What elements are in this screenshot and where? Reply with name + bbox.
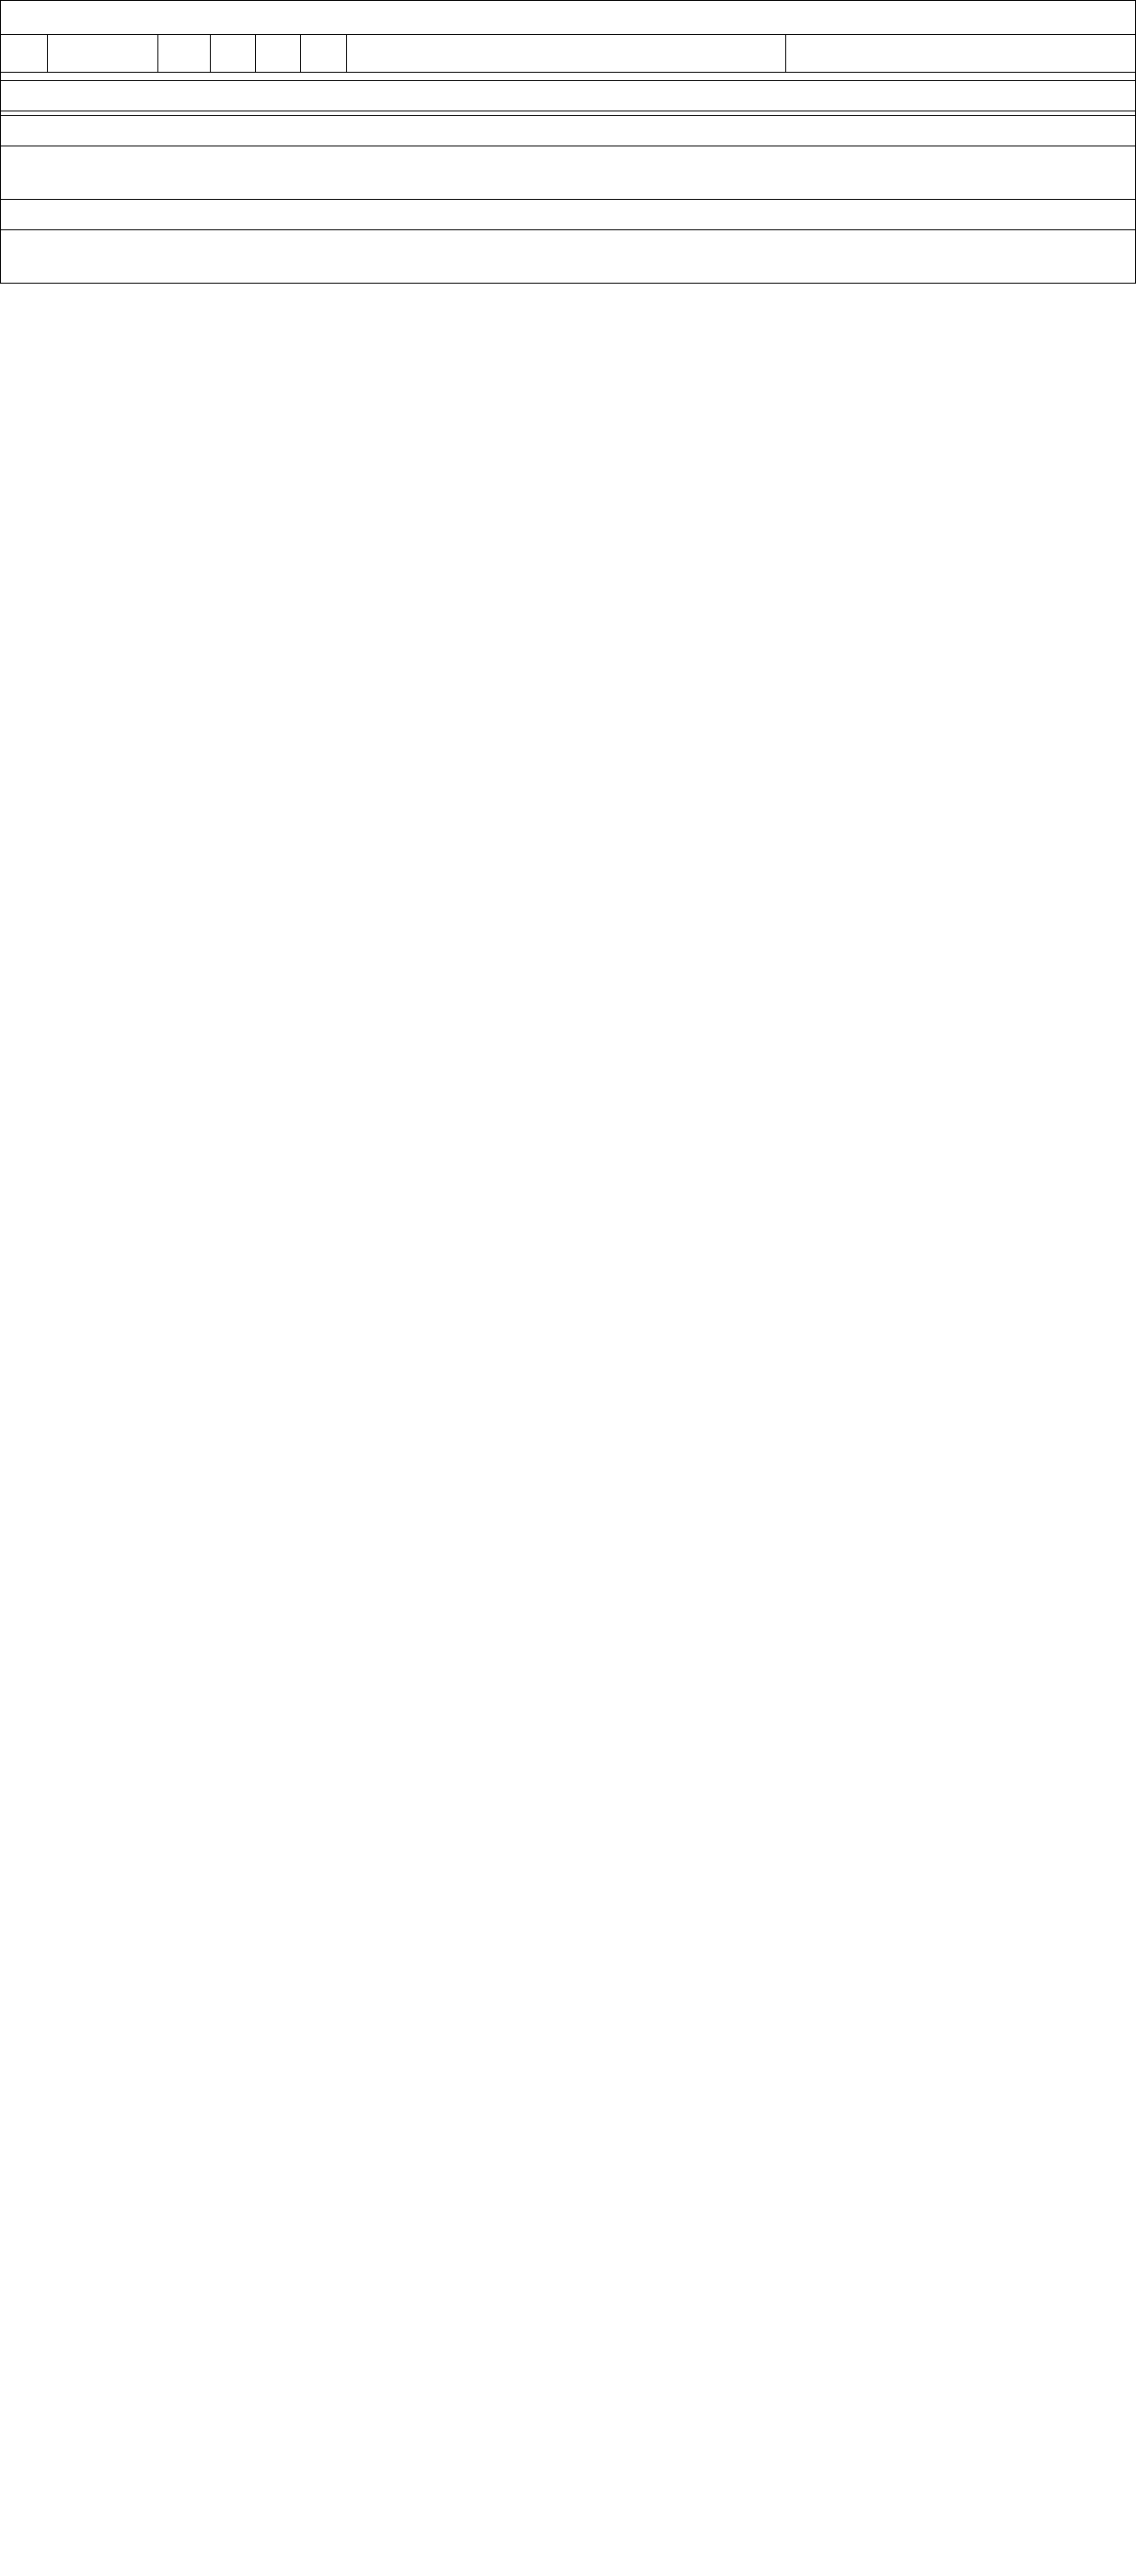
page-title [1, 0, 1135, 35]
settlement-adjust-body [1, 230, 1135, 284]
settlement-adjust-title [1, 200, 1135, 230]
margin-table [1, 35, 1135, 73]
header-exchange-margin [210, 35, 255, 73]
margin-notice-body [1, 146, 1135, 200]
table-header-row [1, 35, 1135, 73]
header-adjust-margin [346, 35, 785, 73]
notes [1, 73, 1135, 81]
header-contract-code [157, 35, 210, 73]
header-contract-name [47, 35, 157, 73]
header-exchange [1, 35, 47, 73]
page [0, 0, 1136, 284]
header-company-margin [255, 35, 300, 73]
header-adjust-limit [785, 35, 1135, 73]
header-limit-range [300, 35, 346, 73]
position-adjust-title [1, 81, 1135, 111]
margin-notice-title [1, 116, 1135, 146]
